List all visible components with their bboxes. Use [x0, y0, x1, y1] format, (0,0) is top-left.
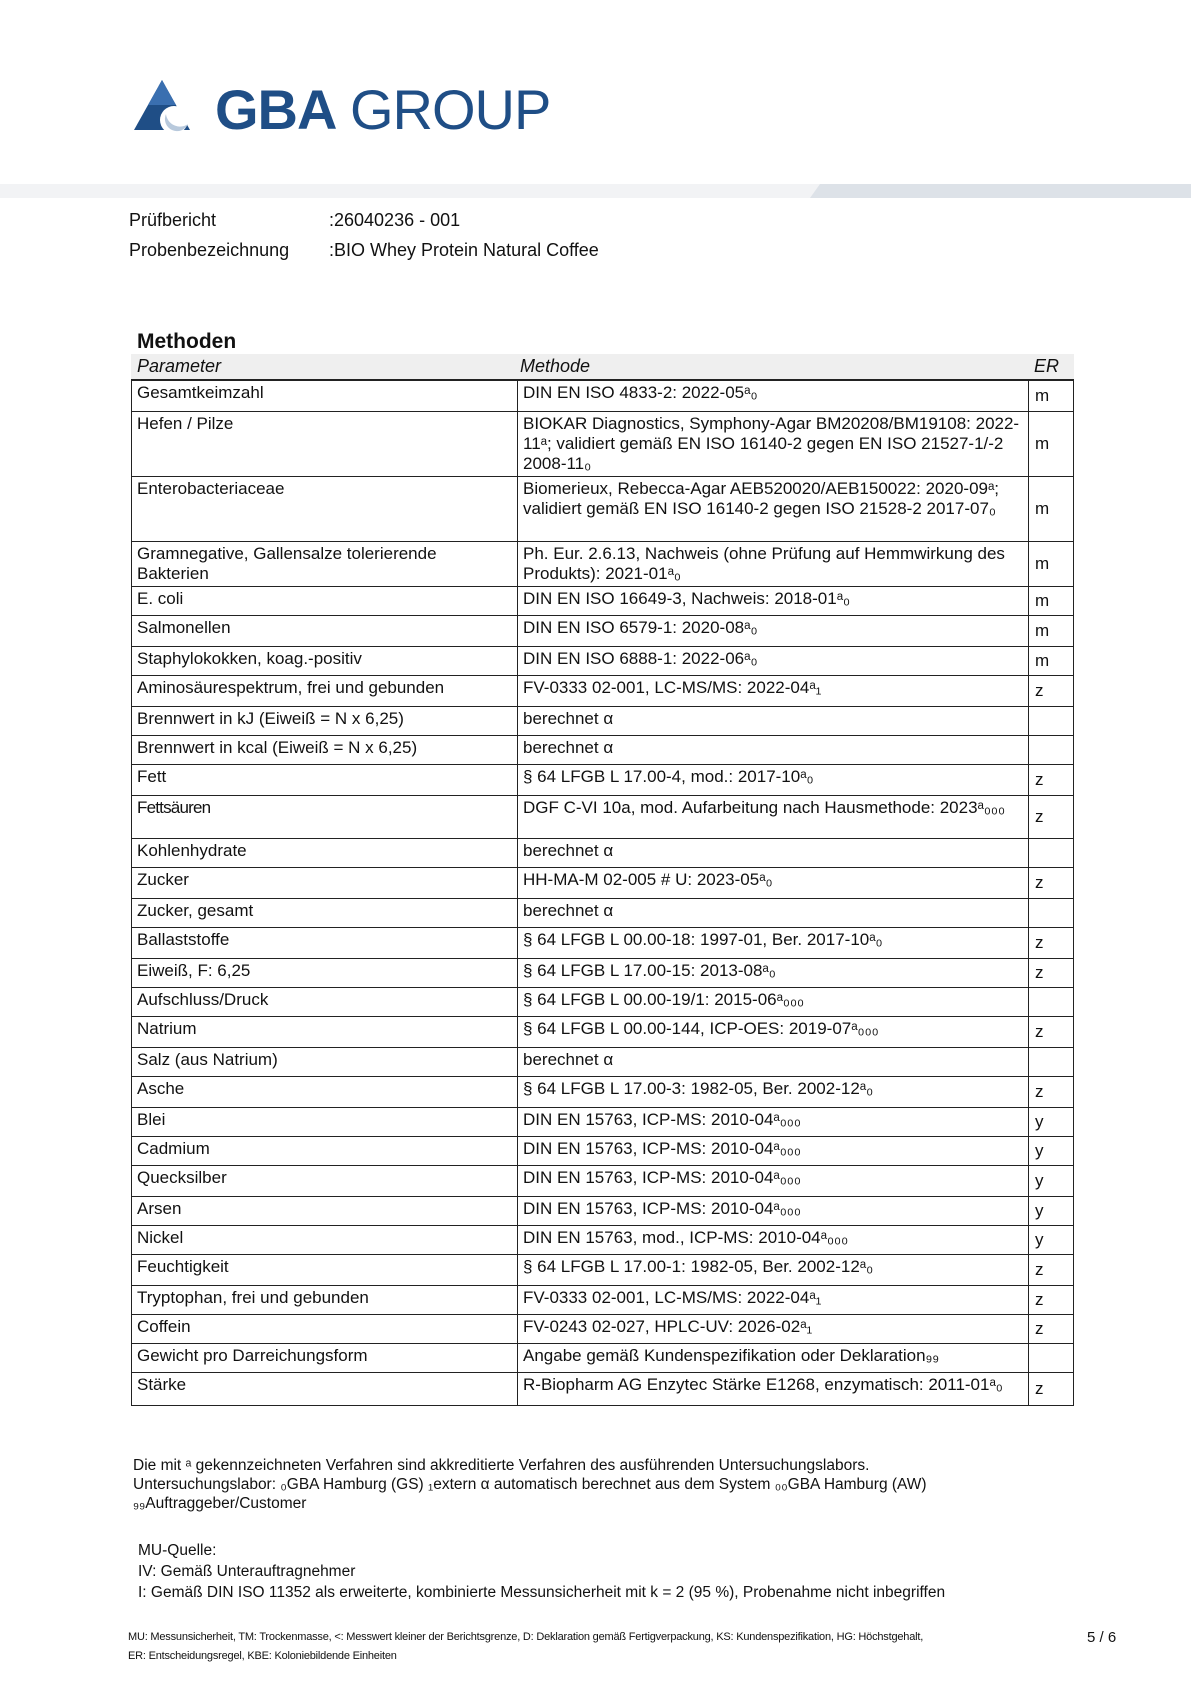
- footer-abbreviations: [128, 1628, 923, 1666]
- header-method: Methode: [520, 356, 591, 376]
- table-row: [132, 795, 1073, 838]
- er-cell: [1029, 1344, 1073, 1372]
- logo-text-group: GROUP: [350, 78, 551, 141]
- table-row: [132, 1314, 1073, 1343]
- parameter-cell: Hefen / Pilze: [132, 412, 518, 476]
- method-cell: BIOKAR Diagnostics, Symphony-Agar BM20208/BM19108: 2022-11ᵃ; validiert gemäß EN ISO 16140-2 gegen EN ISO 21527-1/-2 2008-11₀: [518, 412, 1029, 476]
- method-cell: R-Biopharm AG Enzytec Stärke E1268, enzymatisch: 2011-01ᵃ₀: [518, 1373, 1029, 1405]
- gba-logo-mark-icon: [132, 78, 210, 140]
- parameter-cell: Kohlenhydrate: [132, 839, 518, 867]
- er-cell: z: [1035, 770, 1044, 789]
- parameter-cell: Gramnegative, Gallensalze tolerierende Bakterien: [132, 542, 518, 586]
- parameter-cell: Feuchtigkeit: [132, 1255, 518, 1285]
- table-row: [132, 1372, 1073, 1405]
- report-label: Prüfbericht: [129, 210, 217, 230]
- method-cell: DIN EN ISO 6579-1: 2020-08ᵃ₀: [518, 616, 1029, 646]
- method-cell: berechnet α: [518, 839, 1029, 867]
- parameter-cell: Eiweiß, F: 6,25: [132, 959, 518, 987]
- er-cell: y: [1035, 1141, 1044, 1160]
- table-row: [132, 476, 1073, 541]
- table-row: [132, 735, 1073, 764]
- er-cell: y: [1035, 1201, 1044, 1220]
- method-cell: § 64 LFGB L 00.00-19/1: 2015-06ᵃ₀₀₀: [518, 988, 1029, 1016]
- method-cell: DIN EN 15763, ICP-MS: 2010-04ᵃ₀₀₀: [518, 1166, 1029, 1196]
- table-row: [132, 411, 1073, 476]
- er-cell: [1029, 707, 1073, 735]
- sample-value: :BIO Whey Protein Natural Coffee: [329, 240, 599, 260]
- er-cell: [1029, 736, 1073, 764]
- sample-label: Probenbezeichnung: [129, 240, 290, 260]
- er-cell: y: [1035, 1171, 1044, 1190]
- er-cell: [1029, 839, 1073, 867]
- table-row: [132, 646, 1073, 675]
- er-cell: z: [1035, 963, 1044, 982]
- method-cell: DIN EN ISO 4833-2: 2022-05ᵃ₀: [518, 381, 1029, 411]
- er-cell: m: [1035, 591, 1050, 610]
- method-cell: berechnet α: [518, 1048, 1029, 1076]
- er-cell: [1029, 899, 1073, 927]
- mu-line-2: I: Gemäß DIN ISO 11352 als erweiterte, kombinierte Messunsicherheit mit k = 2 (95 %), Probenahme nicht inbegriffen: [138, 1584, 946, 1601]
- method-cell: § 64 LFGB L 17.00-3: 1982-05, Ber. 2002-12ᵃ₀: [518, 1077, 1029, 1107]
- method-cell: § 64 LFGB L 00.00-144, ICP-OES: 2019-07ᵃ₀₀₀: [518, 1017, 1029, 1047]
- method-cell: FV-0333 02-001, LC-MS/MS: 2022-04ᵃ₁: [518, 1286, 1029, 1314]
- parameter-cell: Gesamtkeimzahl: [132, 381, 518, 411]
- er-cell: z: [1035, 681, 1044, 700]
- table-row: [132, 586, 1073, 615]
- table-row: [132, 898, 1073, 927]
- er-cell: z: [1035, 1379, 1044, 1398]
- method-cell: DIN EN 15763, ICP-MS: 2010-04ᵃ₀₀₀: [518, 1108, 1029, 1136]
- footer-line-1: MU: Messunsicherheit, TM: Trockenmasse, <: Messwert kleiner der Berichtsgrenze, D: Deklaration gemäß Fertigverpackung, KS: Kundenspezifikation, HG: Höchstgehalt,: [128, 1631, 924, 1643]
- section-title: Methoden: [137, 330, 237, 353]
- table-row: [132, 381, 1073, 411]
- table-row: [132, 764, 1073, 795]
- parameter-cell: Brennwert in kcal (Eiweiß = N x 6,25): [132, 736, 518, 764]
- er-cell: m: [1035, 434, 1050, 453]
- parameter-cell: Natrium: [132, 1017, 518, 1047]
- er-cell: m: [1035, 651, 1050, 670]
- parameter-cell: Aufschluss/Druck: [132, 988, 518, 1016]
- mu-title: MU-Quelle:: [138, 1542, 217, 1559]
- method-cell: berechnet α: [518, 707, 1029, 735]
- table-row: [132, 541, 1073, 586]
- parameter-cell: Enterobacteriaceae: [132, 477, 518, 541]
- parameter-cell: Asche: [132, 1077, 518, 1107]
- table-row: [132, 1107, 1073, 1136]
- table-header: [131, 354, 1074, 379]
- note-line-2: Untersuchungslabor: ₀GBA Hamburg (GS) ₁extern α automatisch berechnet aus dem System ₀₀GBA Hamburg (AW): [133, 1476, 927, 1493]
- parameter-cell: Salmonellen: [132, 616, 518, 646]
- er-cell: [1029, 988, 1073, 1016]
- table-body: [131, 379, 1074, 1406]
- method-cell: FV-0243 02-027, HPLC-UV: 2026-02ᵃ₁: [518, 1315, 1029, 1343]
- header-parameter: Parameter: [137, 356, 222, 376]
- table-row: [132, 1136, 1073, 1165]
- table-row: [132, 615, 1073, 646]
- er-cell: z: [1035, 807, 1044, 826]
- table-row: [132, 1047, 1073, 1076]
- parameter-cell: Quecksilber: [132, 1166, 518, 1196]
- table-row: [132, 1165, 1073, 1196]
- page-number: 5 / 6: [1087, 1629, 1117, 1646]
- parameter-cell: Coffein: [132, 1315, 518, 1343]
- gba-group-logo: [132, 78, 562, 140]
- method-cell: § 64 LFGB L 17.00-1: 1982-05, Ber. 2002-12ᵃ₀: [518, 1255, 1029, 1285]
- method-cell: berechnet α: [518, 899, 1029, 927]
- er-cell: z: [1035, 1260, 1044, 1279]
- er-cell: y: [1035, 1230, 1044, 1249]
- er-cell: m: [1035, 621, 1050, 640]
- er-cell: m: [1035, 499, 1050, 518]
- method-cell: HH-MA-M 02-005 # U: 2023-05ᵃ₀: [518, 868, 1029, 898]
- parameter-cell: Aminosäurespektrum, frei und gebunden: [132, 676, 518, 706]
- method-cell: DIN EN ISO 6888-1: 2022-06ᵃ₀: [518, 647, 1029, 675]
- er-cell: [1029, 1048, 1073, 1076]
- method-cell: § 64 LFGB L 17.00-4, mod.: 2017-10ᵃ₀: [518, 765, 1029, 795]
- parameter-cell: Staphylokokken, koag.-positiv: [132, 647, 518, 675]
- mu-line-1: IV: Gemäß Unterauftragnehmer: [138, 1563, 356, 1580]
- parameter-cell: Brennwert in kJ (Eiweiß = N x 6,25): [132, 707, 518, 735]
- er-cell: z: [1035, 1082, 1044, 1101]
- parameter-cell: Stärke: [132, 1373, 518, 1405]
- header-band: [0, 184, 1191, 198]
- logo-text-gba: GBA: [215, 78, 337, 141]
- note-line-3: ₉₉Auftraggeber/Customer: [133, 1495, 307, 1512]
- table-row: [132, 927, 1073, 958]
- method-cell: Angabe gemäß Kundenspezifikation oder Deklaration₉₉: [518, 1344, 1029, 1372]
- report-value: :26040236 - 001: [329, 210, 461, 230]
- parameter-cell: Zucker: [132, 868, 518, 898]
- er-cell: z: [1035, 1022, 1044, 1041]
- parameter-cell: Gewicht pro Darreichungsform: [132, 1344, 518, 1372]
- er-cell: z: [1035, 1319, 1044, 1338]
- parameter-cell: Cadmium: [132, 1137, 518, 1165]
- method-cell: DGF C-VI 10a, mod. Aufarbeitung nach Hausmethode: 2023ᵃ₀₀₀: [518, 796, 1029, 838]
- parameter-cell: Nickel: [132, 1226, 518, 1254]
- parameter-cell: Tryptophan, frei und gebunden: [132, 1286, 518, 1314]
- table-row: [132, 867, 1073, 898]
- table-row: [132, 958, 1073, 987]
- method-cell: DIN EN 15763, ICP-MS: 2010-04ᵃ₀₀₀: [518, 1197, 1029, 1225]
- er-cell: z: [1035, 873, 1044, 892]
- parameter-cell: E. coli: [132, 587, 518, 615]
- method-cell: § 64 LFGB L 00.00-18: 1997-01, Ber. 2017-10ᵃ₀: [518, 928, 1029, 958]
- parameter-cell: Fett: [132, 765, 518, 795]
- parameter-cell: Ballaststoffe: [132, 928, 518, 958]
- method-cell: DIN EN ISO 16649-3, Nachweis: 2018-01ᵃ₀: [518, 587, 1029, 615]
- table-row: [132, 1285, 1073, 1314]
- method-cell: Biomerieux, Rebecca-Agar AEB520020/AEB150022: 2020-09ᵃ; validiert gemäß EN ISO 16140-2 gegen ISO 21528-2 2017-07₀: [518, 477, 1029, 541]
- footer-line-2: ER: Entscheidungsregel, KBE: Koloniebildende Einheiten: [128, 1650, 397, 1662]
- accreditation-notes: [133, 1456, 927, 1513]
- method-cell: FV-0333 02-001, LC-MS/MS: 2022-04ᵃ₁: [518, 676, 1029, 706]
- note-line-1: Die mit ᵃ gekennzeichneten Verfahren sind akkreditierte Verfahren des ausführenden Untersuchungslabors.: [133, 1457, 870, 1474]
- method-cell: § 64 LFGB L 17.00-15: 2013-08ᵃ₀: [518, 959, 1029, 987]
- table-row: [132, 1196, 1073, 1225]
- table-row: [132, 1016, 1073, 1047]
- table-row: [132, 675, 1073, 706]
- parameter-cell: Arsen: [132, 1197, 518, 1225]
- method-cell: DIN EN 15763, mod., ICP-MS: 2010-04ᵃ₀₀₀: [518, 1226, 1029, 1254]
- er-cell: m: [1035, 554, 1050, 573]
- mu-source: [138, 1540, 945, 1603]
- methods-table: [131, 354, 1074, 1406]
- er-cell: z: [1035, 933, 1044, 952]
- method-cell: Ph. Eur. 2.6.13, Nachweis (ohne Prüfung auf Hemmwirkung des Produkts): 2021-01ᵃ₀: [518, 542, 1029, 586]
- table-row: [132, 1076, 1073, 1107]
- table-row: [132, 1343, 1073, 1372]
- header-er: ER: [1034, 356, 1060, 376]
- table-row: [132, 706, 1073, 735]
- table-row: [132, 1254, 1073, 1285]
- method-cell: DIN EN 15763, ICP-MS: 2010-04ᵃ₀₀₀: [518, 1137, 1029, 1165]
- table-row: [132, 987, 1073, 1016]
- table-row: [132, 1225, 1073, 1254]
- er-cell: m: [1035, 386, 1050, 405]
- parameter-cell: Salz (aus Natrium): [132, 1048, 518, 1076]
- method-cell: berechnet α: [518, 736, 1029, 764]
- er-cell: y: [1035, 1112, 1044, 1131]
- parameter-cell: Fettsäuren: [132, 796, 518, 838]
- er-cell: z: [1035, 1290, 1044, 1309]
- parameter-cell: Blei: [132, 1108, 518, 1136]
- table-row: [132, 838, 1073, 867]
- parameter-cell: Zucker, gesamt: [132, 899, 518, 927]
